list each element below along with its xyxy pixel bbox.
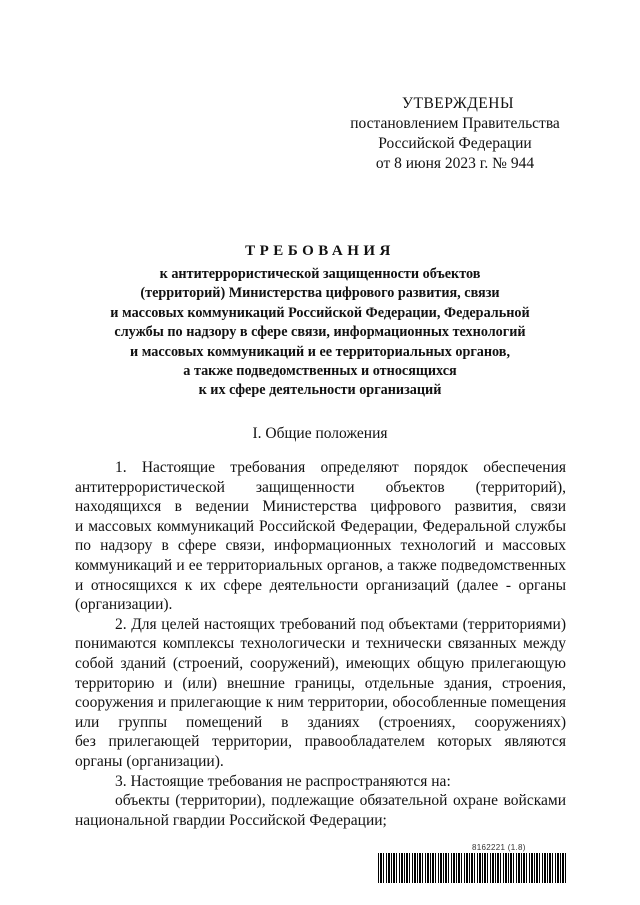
paragraph-line: собой зданий (строений, сооружений), имеющих общую прилегающую: [75, 654, 566, 672]
section-heading: I. Общие положения: [252, 425, 388, 442]
document-subtitle: [70, 265, 570, 401]
barcode-area: [378, 843, 568, 883]
paragraph-line: по надзору в сфере связи, информационных технологий и массовых: [75, 537, 566, 555]
approval-line-1: постановлением Правительства: [350, 115, 560, 132]
subtitle-line: службы по надзору в сфере связи, информационных технологий: [114, 324, 526, 341]
paragraph-2: [75, 615, 566, 772]
approval-stamp: [300, 94, 610, 174]
paragraph-line: органы (организации).: [75, 752, 224, 770]
paragraph-line: коммуникаций и ее территориальных органов, а также подведомственных: [75, 556, 566, 574]
paragraph-line: и относящихся к их сфере деятельности организаций (далее - органы: [75, 576, 566, 594]
document-title: ТРЕБОВАНИЯ: [245, 243, 395, 259]
paragraph-line: объекты (территории), подлежащие обязательной охране войсками: [115, 792, 566, 810]
paragraph-4: [75, 791, 566, 830]
barcode-icon: [378, 853, 568, 883]
subtitle-line: к антитеррористической защищенности объектов: [159, 266, 481, 282]
paragraph-line: 2. Для целей настоящих требований под объектами (территориями): [115, 615, 566, 633]
paragraph-line: сооружения и прилегающие к ним территории, обособленные помещения: [75, 694, 566, 712]
paragraph-line: без прилегающей территории, правообладателем которых являются: [75, 733, 566, 751]
paragraph-line: и массовых коммуникаций Российской Федерации, Федеральной службы: [75, 517, 566, 535]
approval-line-3: от 8 июня 2023 г. № 944: [375, 155, 535, 172]
barcode-label: 8162221 (1.8): [472, 843, 526, 852]
subtitle-line: и массовых коммуникаций и ее территориальных органов,: [129, 343, 511, 360]
paragraph-line: понимаются комплексы технологически и технически связанных между: [75, 635, 566, 653]
approval-title: УТВЕРЖДЕНЫ: [402, 95, 514, 112]
paragraph-3: [75, 772, 566, 792]
subtitle-line: и массовых коммуникаций Российской Федерации, Федеральной: [110, 304, 530, 321]
subtitle-line: (территорий) Министерства цифрового развития, связи: [140, 285, 500, 302]
paragraph-line: антитеррористической защищенности объектов (территорий),: [75, 478, 566, 496]
paragraph-1: [75, 458, 566, 615]
paragraph-line: территорию и (или) внешние границы, отдельные здания, строения,: [75, 674, 566, 692]
paragraph-line: находящихся в ведении Министерства цифрового развития, связи: [75, 498, 566, 516]
subtitle-line: а также подведомственных и относящихся: [183, 363, 457, 380]
paragraph-line: национальной гвардии Российской Федерации;: [75, 811, 387, 829]
paragraph-line: или группы помещений в зданиях (строениях, сооружениях): [75, 713, 566, 731]
approval-line-2: Российской Федерации: [378, 135, 532, 152]
paragraph-line: 3. Настоящие требования не распространяются на:: [115, 772, 451, 790]
subtitle-line: к их сфере деятельности организаций: [198, 382, 442, 399]
document-body: [75, 458, 566, 830]
paragraph-line: (организации).: [75, 596, 173, 614]
paragraph-line: 1. Настоящие требования определяют порядок обеспечения: [115, 459, 566, 476]
